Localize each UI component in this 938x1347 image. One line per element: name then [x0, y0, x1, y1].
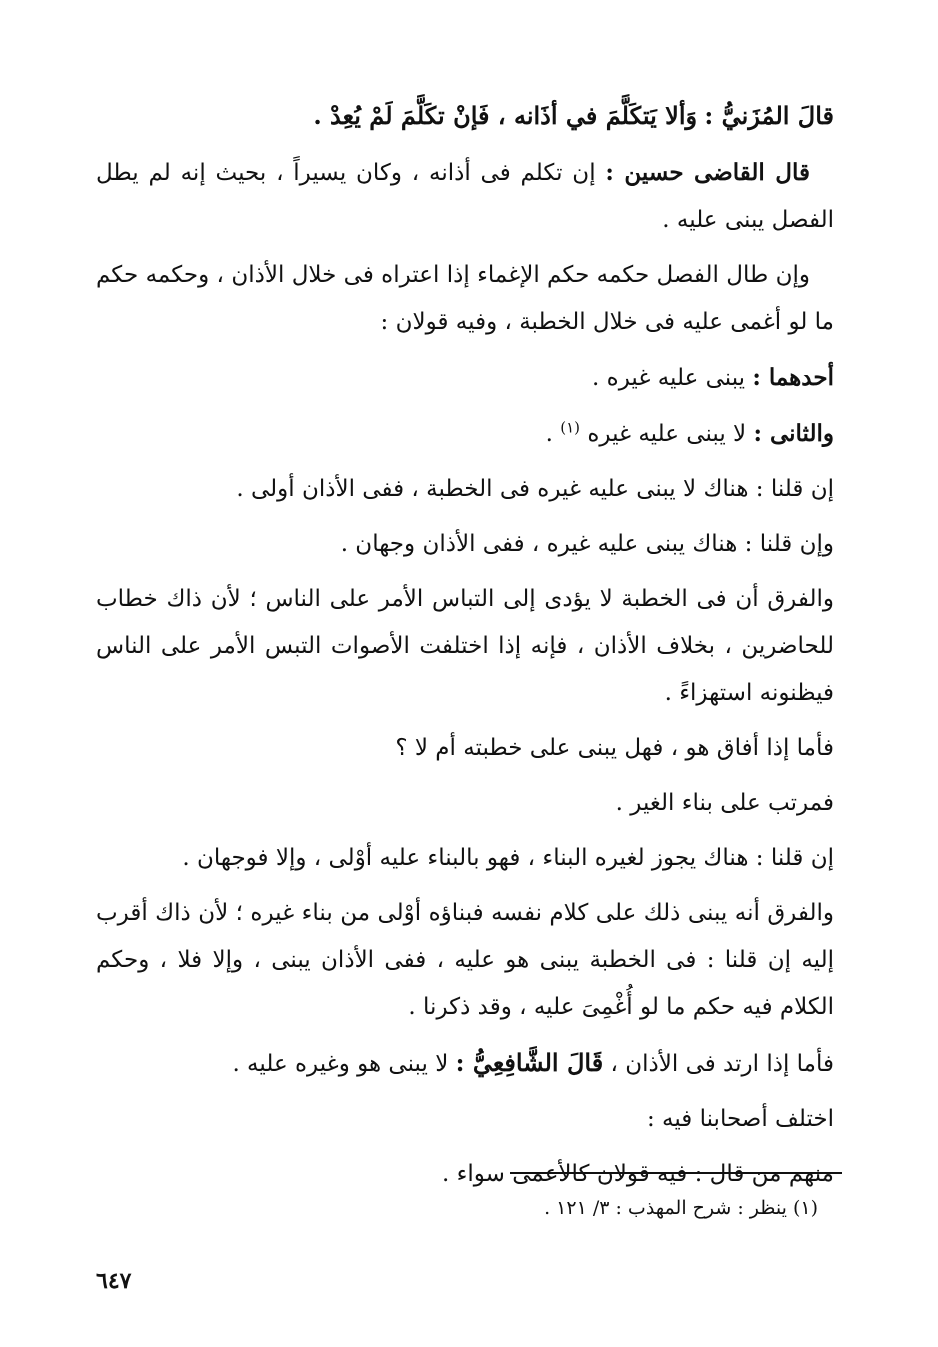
paragraph-7	[96, 576, 834, 717]
paragraph-text: إن قلنا : هناك يجوز لغيره البناء ، فهو بالبناء عليه أوْلى ، وإلا فوجهان .	[182, 845, 834, 871]
paragraph-9	[96, 780, 834, 827]
paragraph-10	[96, 835, 834, 882]
footnote-number: (١)	[792, 1197, 818, 1219]
paragraph-14	[96, 1151, 834, 1198]
paragraph-tail: لا يبنى هو وغيره عليه .	[232, 1051, 449, 1077]
paragraph-text: اختلف أصحابنا فيه :	[646, 1106, 834, 1132]
paragraph-text: يبنى عليه غيره .	[592, 365, 746, 391]
paragraph-1	[96, 149, 834, 244]
paragraph-lead: والثانى :	[753, 420, 834, 447]
inline-bold-speaker: قَالَ الشَّافِعِيُّ :	[455, 1048, 604, 1077]
main-text	[96, 92, 834, 1206]
paragraph-tail: .	[545, 421, 553, 447]
paragraph-12	[96, 1039, 834, 1088]
paragraph-text: لا يبنى عليه غيره	[587, 421, 747, 447]
paragraph-8	[96, 725, 834, 772]
matn-line	[96, 92, 834, 141]
paragraph-text: منهم من قال : فيه قولان كالأعمى سواء .	[441, 1161, 834, 1187]
paragraph-text: إن قلنا : هناك لا يبنى عليه غيره فى الخطبة ، ففى الأذان أولى .	[236, 476, 834, 502]
matn-speaker: قالَ المُزَنيُّ :	[704, 101, 834, 130]
paragraph-13	[96, 1096, 834, 1143]
paragraph-text: وإن قلنا : هناك يبنى عليه غيره ، ففى الأذان وجهان .	[340, 531, 834, 557]
paragraph-text: والفرق أن فى الخطبة لا يؤدى إلى التباس الأمر على الناس ؛ لأن ذاك خطاب للحاضرين ، بخلاف الأذان ، فإنه إذا اختلفت الأصوات التبس الأمر على الناس فيظنونه استهزاءً .	[96, 586, 834, 706]
paragraph-lead: قال القاضى حسين :	[605, 159, 810, 186]
paragraph-text: فأما إذا ارتد فى الأذان ،	[610, 1051, 834, 1077]
paragraph-4	[96, 410, 834, 458]
footnote	[544, 1193, 818, 1223]
page-number: ٦٤٧	[96, 1268, 132, 1294]
footnote-divider	[510, 1172, 842, 1174]
footnote-text: ينظر : شرح المهذب : ٣/ ١٢١ .	[544, 1197, 787, 1219]
footnote-ref[interactable]: (١)	[560, 418, 581, 437]
paragraph-text: فأما إذا أفاق هو ، فهل يبنى على خطبته أم لا ؟	[395, 735, 834, 761]
paragraph-2	[96, 252, 834, 346]
paragraph-text: والفرق أنه يبنى ذلك على كلام نفسه فبناؤه أوْلى من بناء غيره ؛ لأن ذاك أقرب إليه إن قلنا : فى الخطبة يبنى هو عليه ، ففى الأذان يبنى ، وإلا فلا ، وحكم الكلام فيه حكم ما لو أُغْمِىَ عليه ، وقد ذكرنا .	[96, 900, 834, 1020]
paragraph-lead: أحدهما :	[752, 364, 834, 391]
paragraph-6	[96, 521, 834, 568]
paragraph-text: وإن طال الفصل حكمه حكم الإغماء إذا اعتراه فى خلال الأذان ، وحكمه حكم ما لو أغمى عليه فى خلال الخطبة ، وفيه قولان :	[96, 262, 834, 335]
paragraph-text: إن تكلم فى أذانه ، وكان يسيراً ، بحيث إنه لم يطل الفصل يبنى عليه .	[96, 160, 834, 233]
matn-text: وَألا يَتكَلَّمَ في أذَانه ، فَإنْ تكَلَّمَ لَمْ يُعِدْ .	[313, 101, 698, 130]
paragraph-5	[96, 466, 834, 513]
paragraph-text: فمرتب على بناء الغير .	[615, 790, 834, 816]
paragraph-3	[96, 354, 834, 402]
paragraph-11	[96, 890, 834, 1031]
